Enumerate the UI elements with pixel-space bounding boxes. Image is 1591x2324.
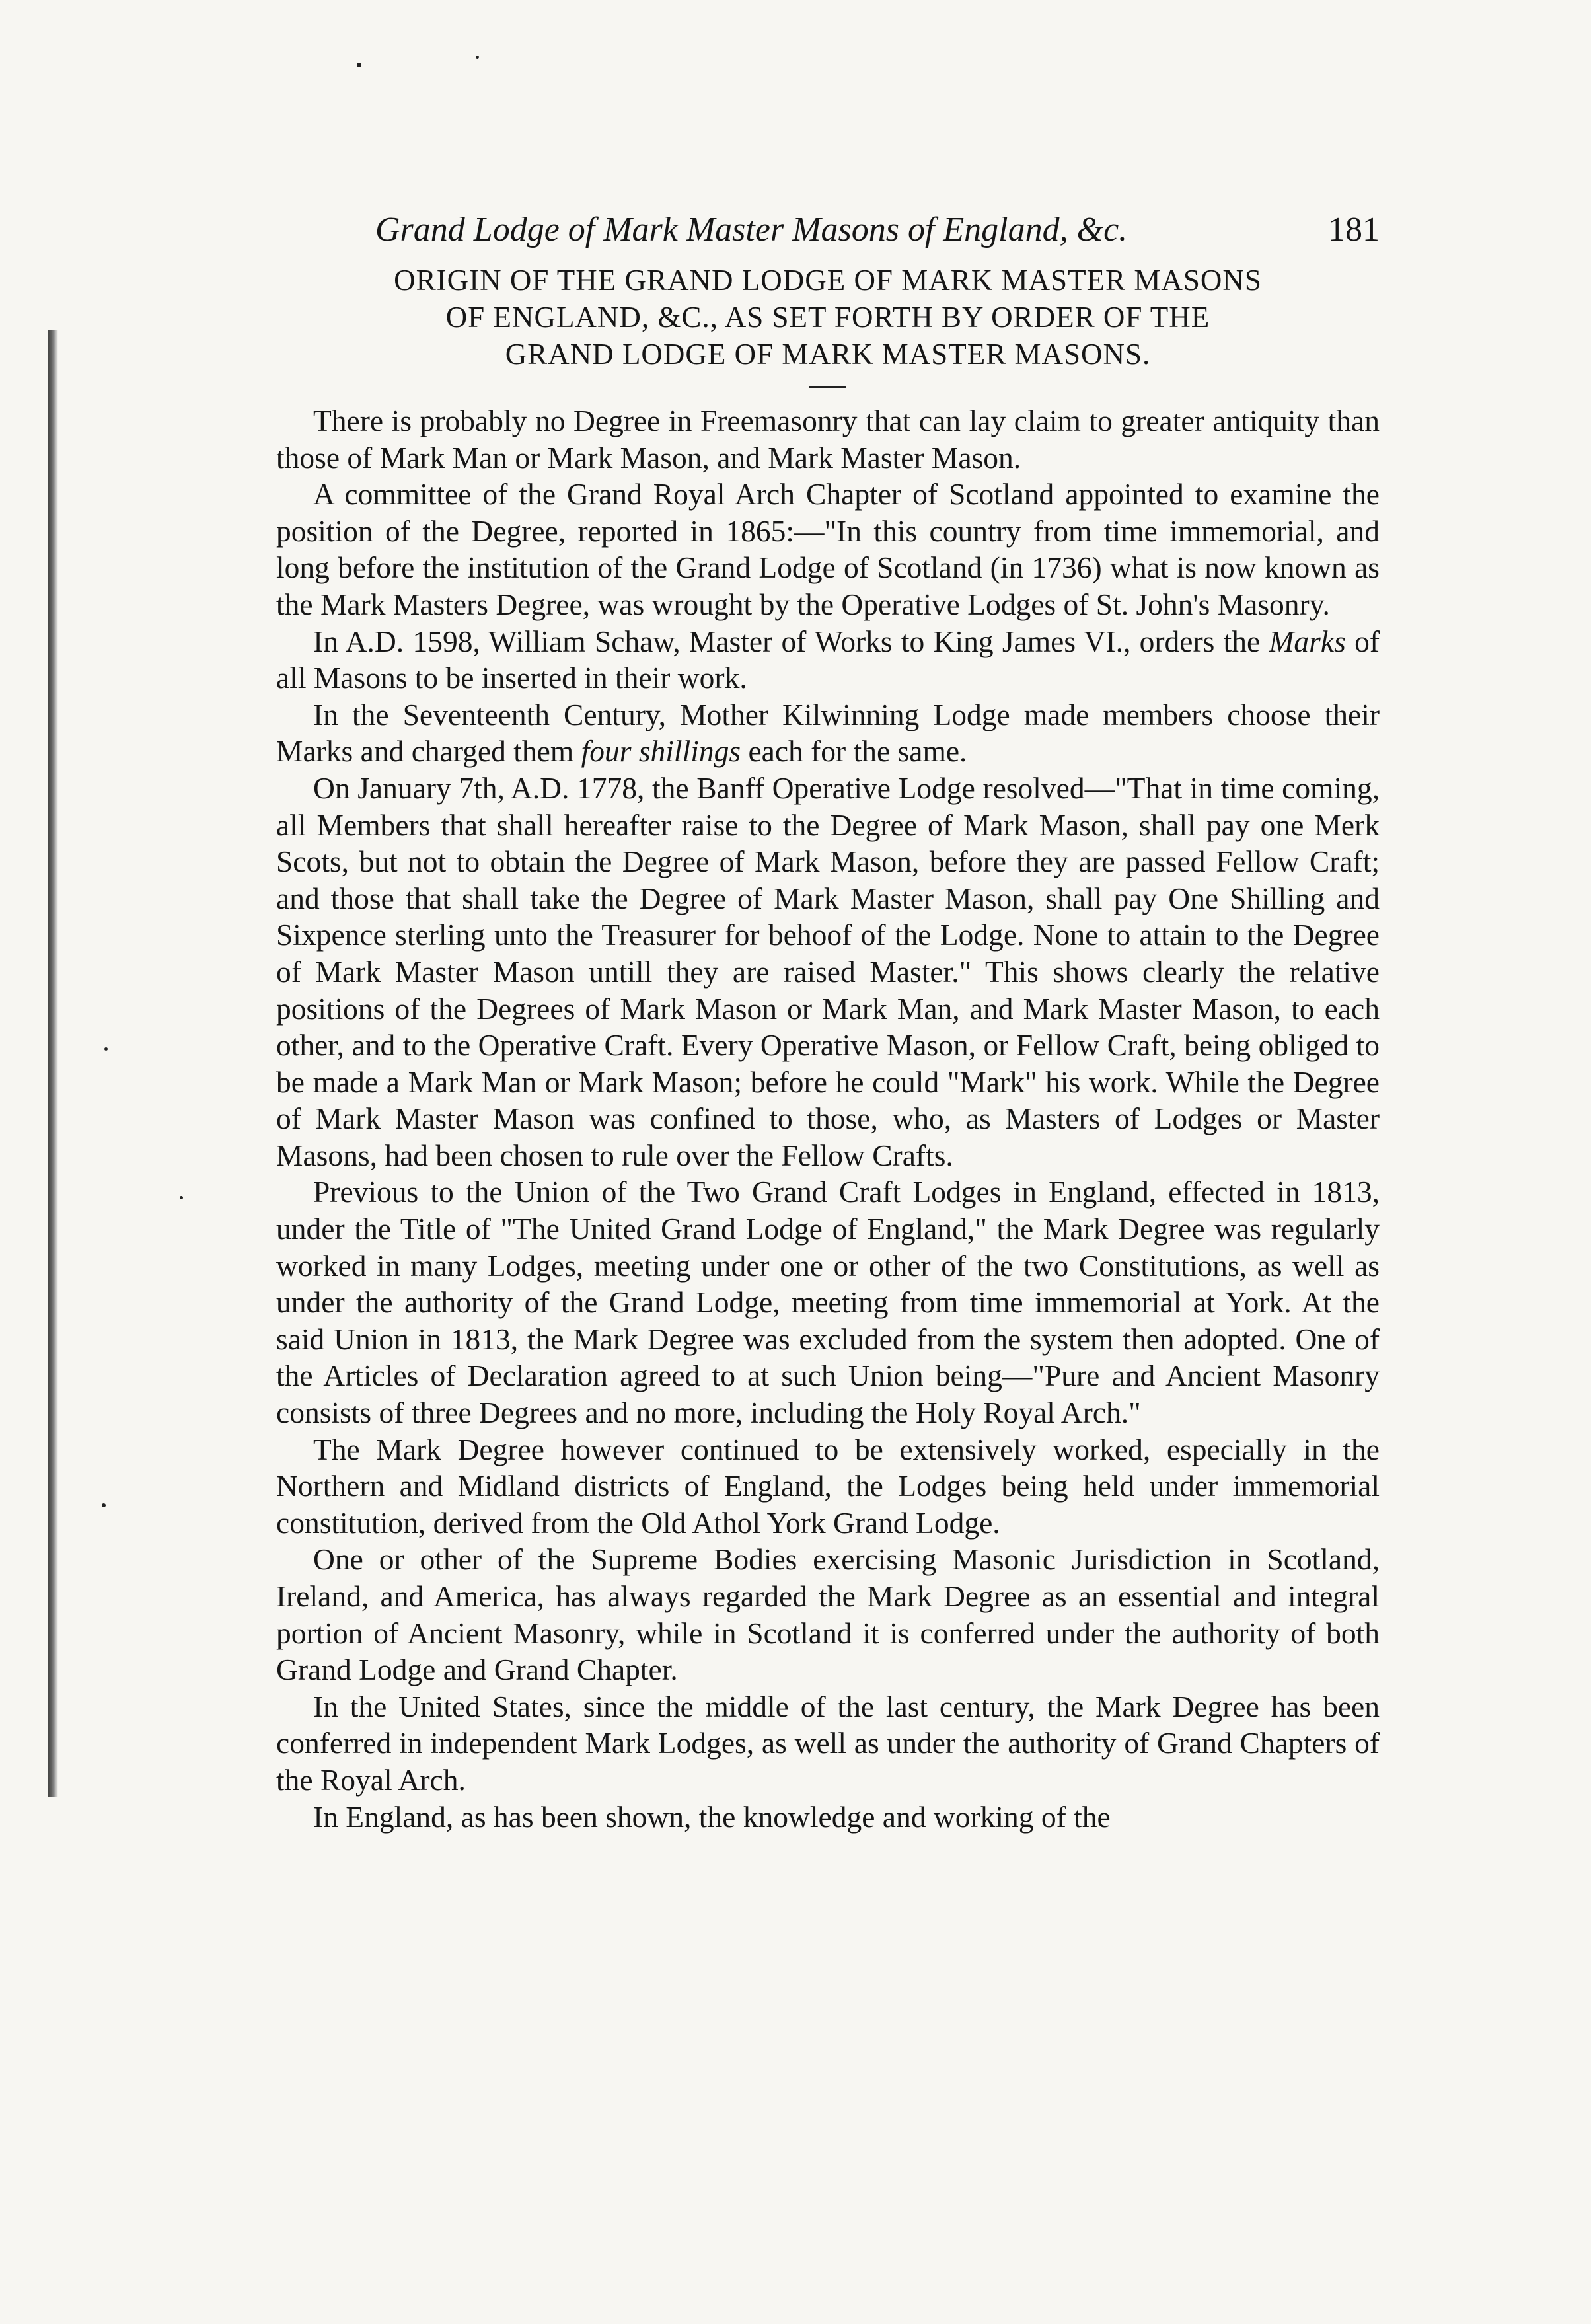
running-head-title: Grand Lodge of Mark Master Masons of England, &c. (375, 211, 1128, 248)
paragraph-3 (276, 623, 1380, 696)
paragraph-3-text-b: of all Masons to be inserted in their work. (276, 624, 1380, 695)
scan-speck (104, 1047, 108, 1051)
paragraph-3-emphasis: Marks (1269, 624, 1346, 658)
binding-gutter-shadow (48, 330, 58, 1797)
paragraph-7: The Mark Degree however continued to be extensively worked, especially in the Northern and Midland districts of England, the Lodges being held under immemorial constitution, derived from the Old Athol York Grand Lodge. (276, 1432, 1380, 1540)
heading-line-1: ORIGIN OF THE GRAND LODGE OF MARK MASTER MASONS (394, 264, 1262, 297)
paragraph-10: In England, as has been shown, the knowledge and working of the (313, 1799, 1111, 1834)
scan-speck (476, 56, 479, 59)
scan-speck (180, 1196, 183, 1199)
paragraph-4 (276, 696, 1380, 770)
page-number: 181 (1328, 211, 1380, 248)
paragraph-3-text-a: In A.D. 1598, William Schaw, Master of Works to King James VI., orders the (313, 624, 1269, 658)
paragraph-5: On January 7th, A.D. 1778, the Banff Operative Lodge resolved—"That in time coming, all Members that shall hereafter raise to the Degree of Mark Mason, shall pay one Merk Scots, but not to obtain the Degree of Mark Mason, before they are passed Fellow Craft; and those that shall take the Degree of Mark Master Mason, shall pay One Shilling and Sixpence sterling unto the Treasurer for behoof of the Lodge. None to attain to the Degree of Mark Master Mason untill they are raised Master." This shows clearly the relative positions of the Degrees of Mark Mason or Mark Man, and Mark Master Mason, to each other, and to the Operative Craft. Every Operative Mason, or Fellow Craft, being obliged to be made a Mark Man or Mark Mason; before he could "Mark" his work. While the Degree of Mark Master Mason was confined to those, who, as Masters of Lodges or Master Masons, had been chosen to rule over the Fellow Crafts. (276, 770, 1380, 1172)
paragraph-4-text-b: each for the same. (741, 734, 967, 768)
book-page (276, 198, 1380, 1835)
body-text (276, 402, 1380, 1835)
paragraph-4-emphasis: four shillings (581, 734, 741, 768)
paragraph-9: In the United States, since the middle of the last century, the Mark Degree has been conferred in independent Mark Lodges, as well as under the authority of Grand Chapters of the Royal Arch. (276, 1689, 1380, 1797)
paragraph-6: Previous to the Union of the Two Grand Craft Lodges in England, effected in 1813, under the Title of "The United Grand Lodge of England," the Mark Degree was regularly worked in many Lodges, meeting under one or other of the two Constitutions, as well as under the authority of the Grand Lodge, meeting from time immemorial at York. At the said Union in 1813, the Mark Degree was excluded from the system then adopted. One of the Articles of Declaration agreed to at such Union being—"Pure and Ancient Masonry consists of three Degrees and no more, including the Holy Royal Arch." (276, 1175, 1380, 1430)
heading-line-2: OF ENGLAND, &C., AS SET FORTH BY ORDER OF THE (445, 301, 1210, 334)
chapter-heading (276, 262, 1380, 373)
paragraph-1: There is probably no Degree in Freemasonry that can lay claim to greater antiquity than those of Mark Man or Mark Mason, and Mark Master Mason. (276, 404, 1380, 474)
paragraph-2: A committee of the Grand Royal Arch Chapter of Scotland appointed to examine the position of the Degree, reported in 1865:—"In this country from time immemorial, and long before the institution of the Grand Lodge of Scotland (in 1736) what is now known as the Mark Masters Degree, was wrought by the Operative Lodges of St. John's Masonry. (276, 477, 1380, 621)
running-head (276, 198, 1380, 258)
heading-divider (809, 386, 846, 388)
paragraph-4-text-a: In the Seventeenth Century, Mother Kilwinning Lodge made members choose their Marks and charged them (276, 697, 1380, 768)
scan-speck (102, 1503, 106, 1507)
heading-line-3: GRAND LODGE OF MARK MASTER MASONS. (505, 338, 1151, 371)
paragraph-8: One or other of the Supreme Bodies exercising Masonic Jurisdiction in Scotland, Ireland, and America, has always regarded the Mark Degree as an essential and integral portion of Ancient Masonry, while in Scotland it is conferred under the authority of both Grand Lodge and Grand Chapter. (276, 1542, 1380, 1687)
scan-speck (357, 63, 361, 67)
